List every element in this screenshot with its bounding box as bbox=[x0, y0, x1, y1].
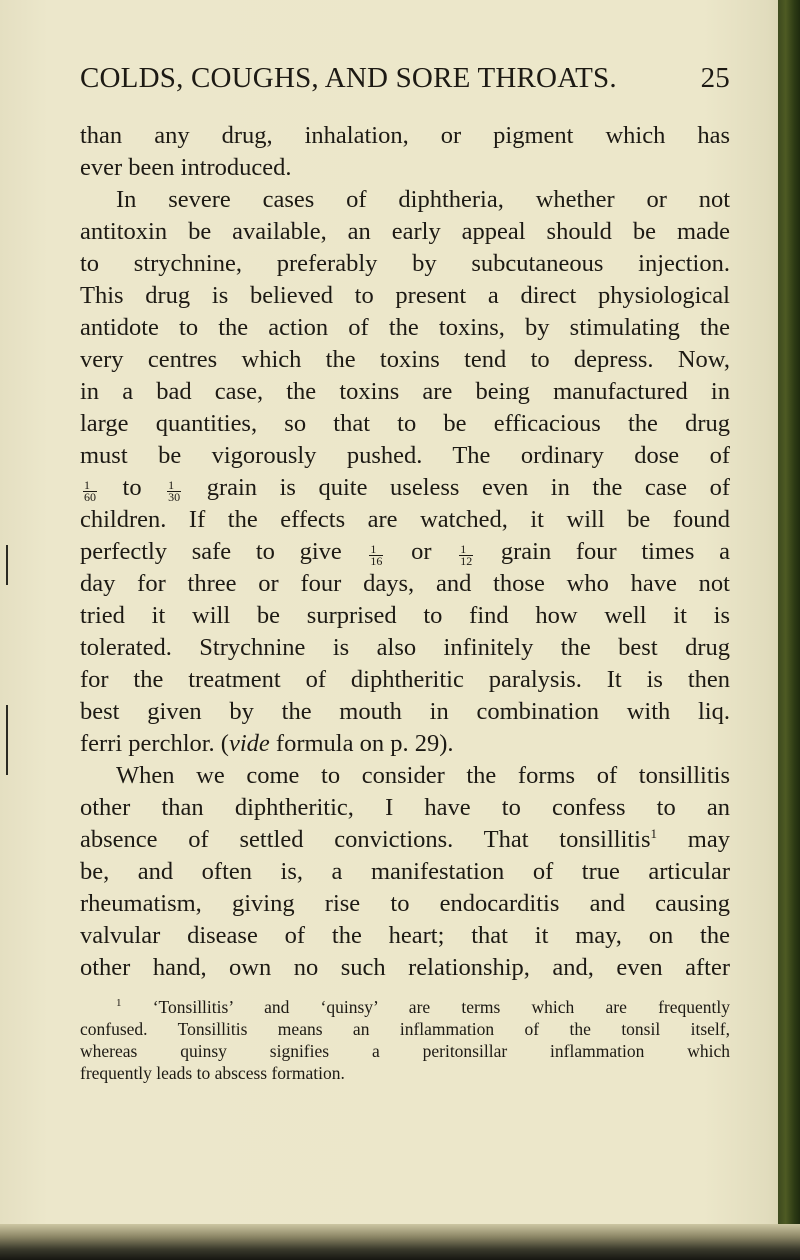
book-spine-edge bbox=[778, 0, 800, 1260]
footnote-line: confused. Tonsillitis means an inflammation of the tonsil itself, bbox=[80, 1019, 730, 1039]
text-run: grain is quite useless even in the case of bbox=[184, 474, 730, 501]
footnote-marker: 1 bbox=[116, 997, 122, 1009]
text-run: absence of settled convictions. That tonsillitis bbox=[80, 826, 651, 853]
fraction bbox=[369, 541, 383, 568]
italic-run: vide bbox=[228, 730, 270, 757]
text-run: to bbox=[100, 474, 165, 501]
fraction-numerator: 1 bbox=[459, 544, 473, 556]
fraction-numerator: 1 bbox=[369, 544, 383, 556]
body-text-line: When we come to consider the forms of tonsillitis bbox=[116, 762, 730, 789]
body-text-line: be, and often is, a manifestation of true articular bbox=[80, 858, 730, 885]
body-text-line bbox=[80, 728, 730, 760]
fraction-denominator: 60 bbox=[84, 489, 96, 504]
text-run: or bbox=[386, 538, 457, 565]
body-text-line: in a bad case, the toxins are being manufactured in bbox=[80, 378, 730, 405]
body-text-line: than any drug, inhalation, or pigment which has bbox=[80, 122, 730, 149]
body-text-line: tolerated. Strychnine is also infinitely the best drug bbox=[80, 634, 730, 661]
fraction-numerator: 1 bbox=[167, 480, 181, 492]
body-text-line: ever been introduced. bbox=[80, 154, 292, 181]
footnote-marker: 1 bbox=[650, 826, 658, 841]
body-text-line: day for three or four days, and those who have not bbox=[80, 570, 730, 597]
fraction bbox=[459, 541, 473, 568]
body-text-line: children. If the effects are watched, it will be found bbox=[80, 506, 730, 533]
fraction bbox=[83, 477, 97, 504]
fraction-denominator: 30 bbox=[168, 489, 181, 504]
text-run: perfectly safe to give bbox=[80, 538, 367, 565]
body-text-line: antidote to the action of the toxins, by stimulating the bbox=[80, 314, 730, 341]
footnote-line: frequently leads to abscess formation. bbox=[80, 1063, 345, 1083]
body-text-line: must be vigorously pushed. The ordinary dose of bbox=[80, 442, 730, 469]
fraction bbox=[167, 477, 181, 504]
body-text-line: other hand, own no such relationship, and, even after bbox=[80, 954, 730, 981]
footnote-line bbox=[80, 996, 730, 1018]
footnote-line: whereas quinsy signifies a peritonsillar inflammation which bbox=[80, 1041, 730, 1061]
body-text-line: for the treatment of diphtheritic paralysis. It is then bbox=[80, 666, 730, 693]
body-text-line: to strychnine, preferably by subcutaneous injection. bbox=[80, 250, 730, 277]
body-text-line: In severe cases of diphtheria, whether or not bbox=[116, 186, 730, 213]
margin-mark bbox=[6, 545, 8, 585]
body-text-line: other than diphtheritic, I have to confess to an bbox=[80, 794, 730, 821]
page-bottom-shadow bbox=[0, 1224, 800, 1260]
footnotes bbox=[80, 996, 730, 1084]
text-run: ferri perchlor. ( bbox=[80, 730, 229, 757]
body-text-line: best given by the mouth in combination with liq. bbox=[80, 698, 730, 725]
body-text-line bbox=[80, 472, 730, 504]
fraction-denominator: 12 bbox=[460, 553, 473, 568]
running-head bbox=[80, 62, 730, 102]
text-run: formula on p. 29). bbox=[269, 730, 454, 757]
fraction-numerator: 1 bbox=[83, 480, 97, 492]
running-head-title: COLDS, COUGHS, AND SORE THROATS. bbox=[80, 62, 617, 94]
text-run: grain four times a bbox=[476, 538, 730, 565]
text-run: ‘Tonsillitis’ and ‘quinsy’ are terms which are frequently bbox=[121, 997, 730, 1017]
body-text-line: tried it will be surprised to find how well it is bbox=[80, 602, 730, 629]
body-text-line: antitoxin be available, an early appeal should be made bbox=[80, 218, 730, 245]
body-text-line bbox=[80, 536, 730, 568]
body-text-line: rheumatism, giving rise to endocarditis and causing bbox=[80, 890, 730, 917]
text-run: may bbox=[657, 826, 730, 853]
page-number: 25 bbox=[700, 62, 730, 94]
body-text-line bbox=[80, 824, 730, 856]
body-text-line: very centres which the toxins tend to depress. Now, bbox=[80, 346, 730, 373]
margin-mark bbox=[6, 705, 8, 775]
body-text-line: valvular disease of the heart; that it may, on the bbox=[80, 922, 730, 949]
body-text-line: large quantities, so that to be efficacious the drug bbox=[80, 410, 730, 437]
body-text-line: This drug is believed to present a direct physiological bbox=[80, 282, 730, 309]
fraction-denominator: 16 bbox=[370, 553, 383, 568]
body-text bbox=[80, 120, 730, 984]
